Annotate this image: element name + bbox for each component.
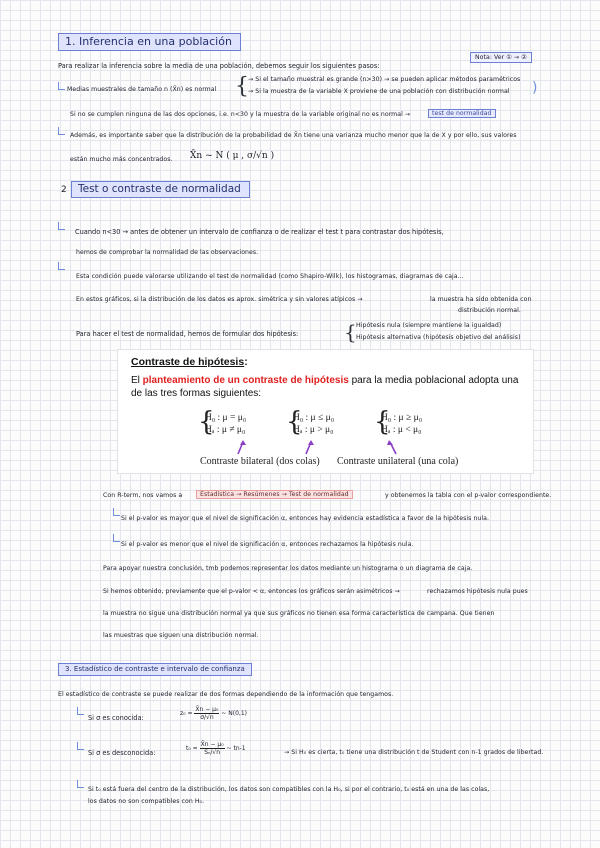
brace-icon: { — [235, 74, 249, 99]
bracket-icon: ) — [532, 80, 538, 96]
case2-num: X̄n − μ₀ — [200, 741, 224, 748]
rterm-path-tag: Estadística → Resúmenes → Test de normalidad — [196, 490, 353, 499]
hyp-null-text: Hipótesis nula (siempre mantiene la igualdad) — [356, 322, 502, 329]
case2-note: → Si H₀ es cierta, t₀ tiene una distribución t de Student con n-1 grados de libertad. — [284, 749, 544, 756]
test-normalidad-tag: test de normalidad — [428, 109, 496, 118]
pvalor-mayor: Si el p-valor es mayor que el nivel de significación α, entonces hay evidencia estadística a favor de la hipótesis nula. — [121, 515, 490, 522]
card-heading-colon: : — [244, 356, 248, 368]
intro-line: Para realizar la inferencia sobre la media de una población, debemos seguir los siguientes pasos: — [58, 62, 380, 70]
purple-arrows — [118, 350, 533, 473]
hyp-left-h0: H₀ : μ ≥ μ₀ — [381, 413, 423, 423]
case2-dist: ~ tn-1 — [226, 745, 246, 752]
medias-label: Medias muestrales de tamaño n (X̄n) es normal — [67, 86, 217, 93]
s2-line4-result-b: distribución normal. — [458, 307, 521, 314]
brace-icon: { — [344, 320, 357, 344]
estan-line: están mucho más concentrados. — [70, 156, 173, 163]
hyp-alt-text: Hipótesis alternativa (hipótesis objetivo del análisis) — [356, 334, 521, 341]
hook-icon — [58, 82, 65, 90]
hook-icon — [58, 127, 65, 135]
card-heading-text: Contraste de hipótesis — [131, 356, 245, 368]
arrowhead-icon — [308, 440, 314, 445]
card-text-post: para la media poblacional adopta una de las tres formas siguientes: — [131, 375, 519, 399]
hyp-unilateral-right: { H₀ : μ ≤ μ₀ Hₐ : μ > μ₀ — [286, 407, 335, 437]
case2-label: Si σ es desconocida: — [88, 749, 156, 757]
hyp-bilateral-h0: H₀ : μ = μ₀ — [205, 413, 247, 423]
condition-a: → Si el tamaño muestral es grande (n>30) → se pueden aplicar métodos paramétricos — [248, 76, 521, 83]
section2-title: Test o contraste de normalidad — [71, 181, 250, 198]
s2-line3: Esta condición puede valorarse utilizando el test de normalidad (como Shapiro-Wilk), los histogramas, diagramas de caja... — [76, 273, 464, 280]
obtenido-line-a: Si hemos obtenido, previamente que el p-valor < α, entonces los gráficos serán asimétricos → — [103, 588, 400, 595]
arrowhead-icon — [240, 440, 246, 445]
case2-den: Sₙ/√n — [204, 749, 221, 756]
no-cumplen-line: Si no se cumplen ninguna de las dos opciones, i.e. n<30 y la muestra de la variable original no es normal → — [70, 111, 411, 118]
case2-formula — [186, 741, 246, 756]
ademas-line: Además, es importante saber que la distribución de la probabilidad de X̄n tiene una varianza mucho menor que la de X y por ello, sus valores — [70, 132, 517, 139]
caption-bilateral: Contraste bilateral (dos colas) — [200, 456, 320, 467]
obtenido-tag: rechazamos hipótesis nula pues — [427, 588, 528, 595]
s2-line4: En estos gráficos, si la distribución de los datos es aprox. simétrica y sin valores atípicos → — [76, 296, 363, 303]
hook-icon — [58, 222, 65, 230]
hypothesis-card — [117, 349, 534, 474]
case2-fraction — [200, 741, 225, 756]
rterm-post: y obtenemos la tabla con el p-valor correspondiente. — [385, 492, 552, 499]
hook-icon — [77, 780, 84, 788]
case1-label: Si σ es conocida: — [88, 714, 144, 722]
hook-icon — [113, 508, 120, 516]
card-text-highlight: planteamiento de un contraste de hipótesis — [142, 375, 349, 386]
note-box: Nota: Ver ① → ② — [470, 52, 532, 63]
hook-icon — [58, 262, 65, 270]
hyp-bilateral-ha: Hₐ : μ ≠ μ₀ — [205, 425, 246, 435]
hyp-bilateral: { H₀ : μ = μ₀ Hₐ : μ ≠ μ₀ — [198, 407, 247, 437]
case1-dist: ~ N(0,1) — [221, 710, 247, 717]
case1-formula — [180, 706, 247, 721]
case2-lhs: t₀ = — [186, 745, 198, 752]
xbar-formula: X̄n ~ N ( μ , σ/√n ) — [190, 151, 275, 161]
arrowhead-icon — [387, 440, 393, 445]
apoyar-line: Para apoyar nuestra conclusión, tmb podemos representar los datos mediante un histograma o un diagrama de caja. — [103, 565, 473, 572]
hook-icon — [77, 742, 84, 750]
hyp-right-h0: H₀ : μ ≤ μ₀ — [293, 413, 335, 423]
s2-line1: Cuando n<30 → antes de obtener un intervalo de confianza o de realizar el test t para contrastar dos hipótesis, — [75, 228, 444, 236]
case3-line-b: los datos no son compatibles con H₀. — [88, 798, 205, 805]
section2-number: 2 — [61, 185, 67, 195]
obtenido-line-c: las muestras que siguen una distribución normal. — [103, 632, 259, 639]
case1-lhs: z₀ = — [180, 710, 193, 717]
pvalor-menor: Si el p-valor es menor que el nivel de significación α, entonces rechazamos la hipótesis nula. — [121, 541, 414, 548]
hyp-right-ha: Hₐ : μ > μ₀ — [293, 425, 334, 435]
card-text-pre: El — [131, 375, 143, 386]
hyp-left-ha: Hₐ : μ < μ₀ — [381, 425, 422, 435]
hyp-unilateral-left: { H₀ : μ ≥ μ₀ Hₐ : μ < μ₀ — [374, 407, 423, 437]
caption-unilateral: Contraste unilateral (una cola) — [337, 456, 459, 467]
s3-intro: El estadístico de contraste se puede realizar de dos formas dependiendo de la información que tengamos. — [58, 691, 394, 698]
case1-fraction — [194, 706, 219, 721]
condition-b: → Si la muestra de la variable X proviene de una población con distribución normal — [248, 88, 510, 95]
s2-line2: hemos de comprobar la normalidad de las observaciones. — [76, 249, 259, 256]
s2-line5: Para hacer el test de normalidad, hemos de formular dos hipótesis: — [76, 330, 299, 338]
hook-icon — [113, 534, 120, 542]
s2-line4-result-a: la muestra ha sido obtenida con — [430, 296, 532, 303]
case3-line-a: Si t₀ está fuera del centro de la distribución, los datos son compatibles con la H₀, si por el contrario, t₀ está en una de las colas, — [88, 786, 490, 793]
section3-title: 3. Estadístico de contraste e intervalo de confianza — [58, 663, 252, 676]
section1-title: 1. Inferencia en una población — [58, 33, 241, 51]
case1-num: X̄n − μ₀ — [195, 706, 219, 713]
rterm-pre: Con R-term, nos vamos a — [103, 492, 183, 499]
obtenido-line-b: la muestra no sigue una distribución normal ya que sus gráficos no tienen esa forma característica de campana. Que tienen — [103, 610, 495, 617]
case1-den: σ/√n — [200, 714, 214, 721]
hook-icon — [77, 707, 84, 715]
